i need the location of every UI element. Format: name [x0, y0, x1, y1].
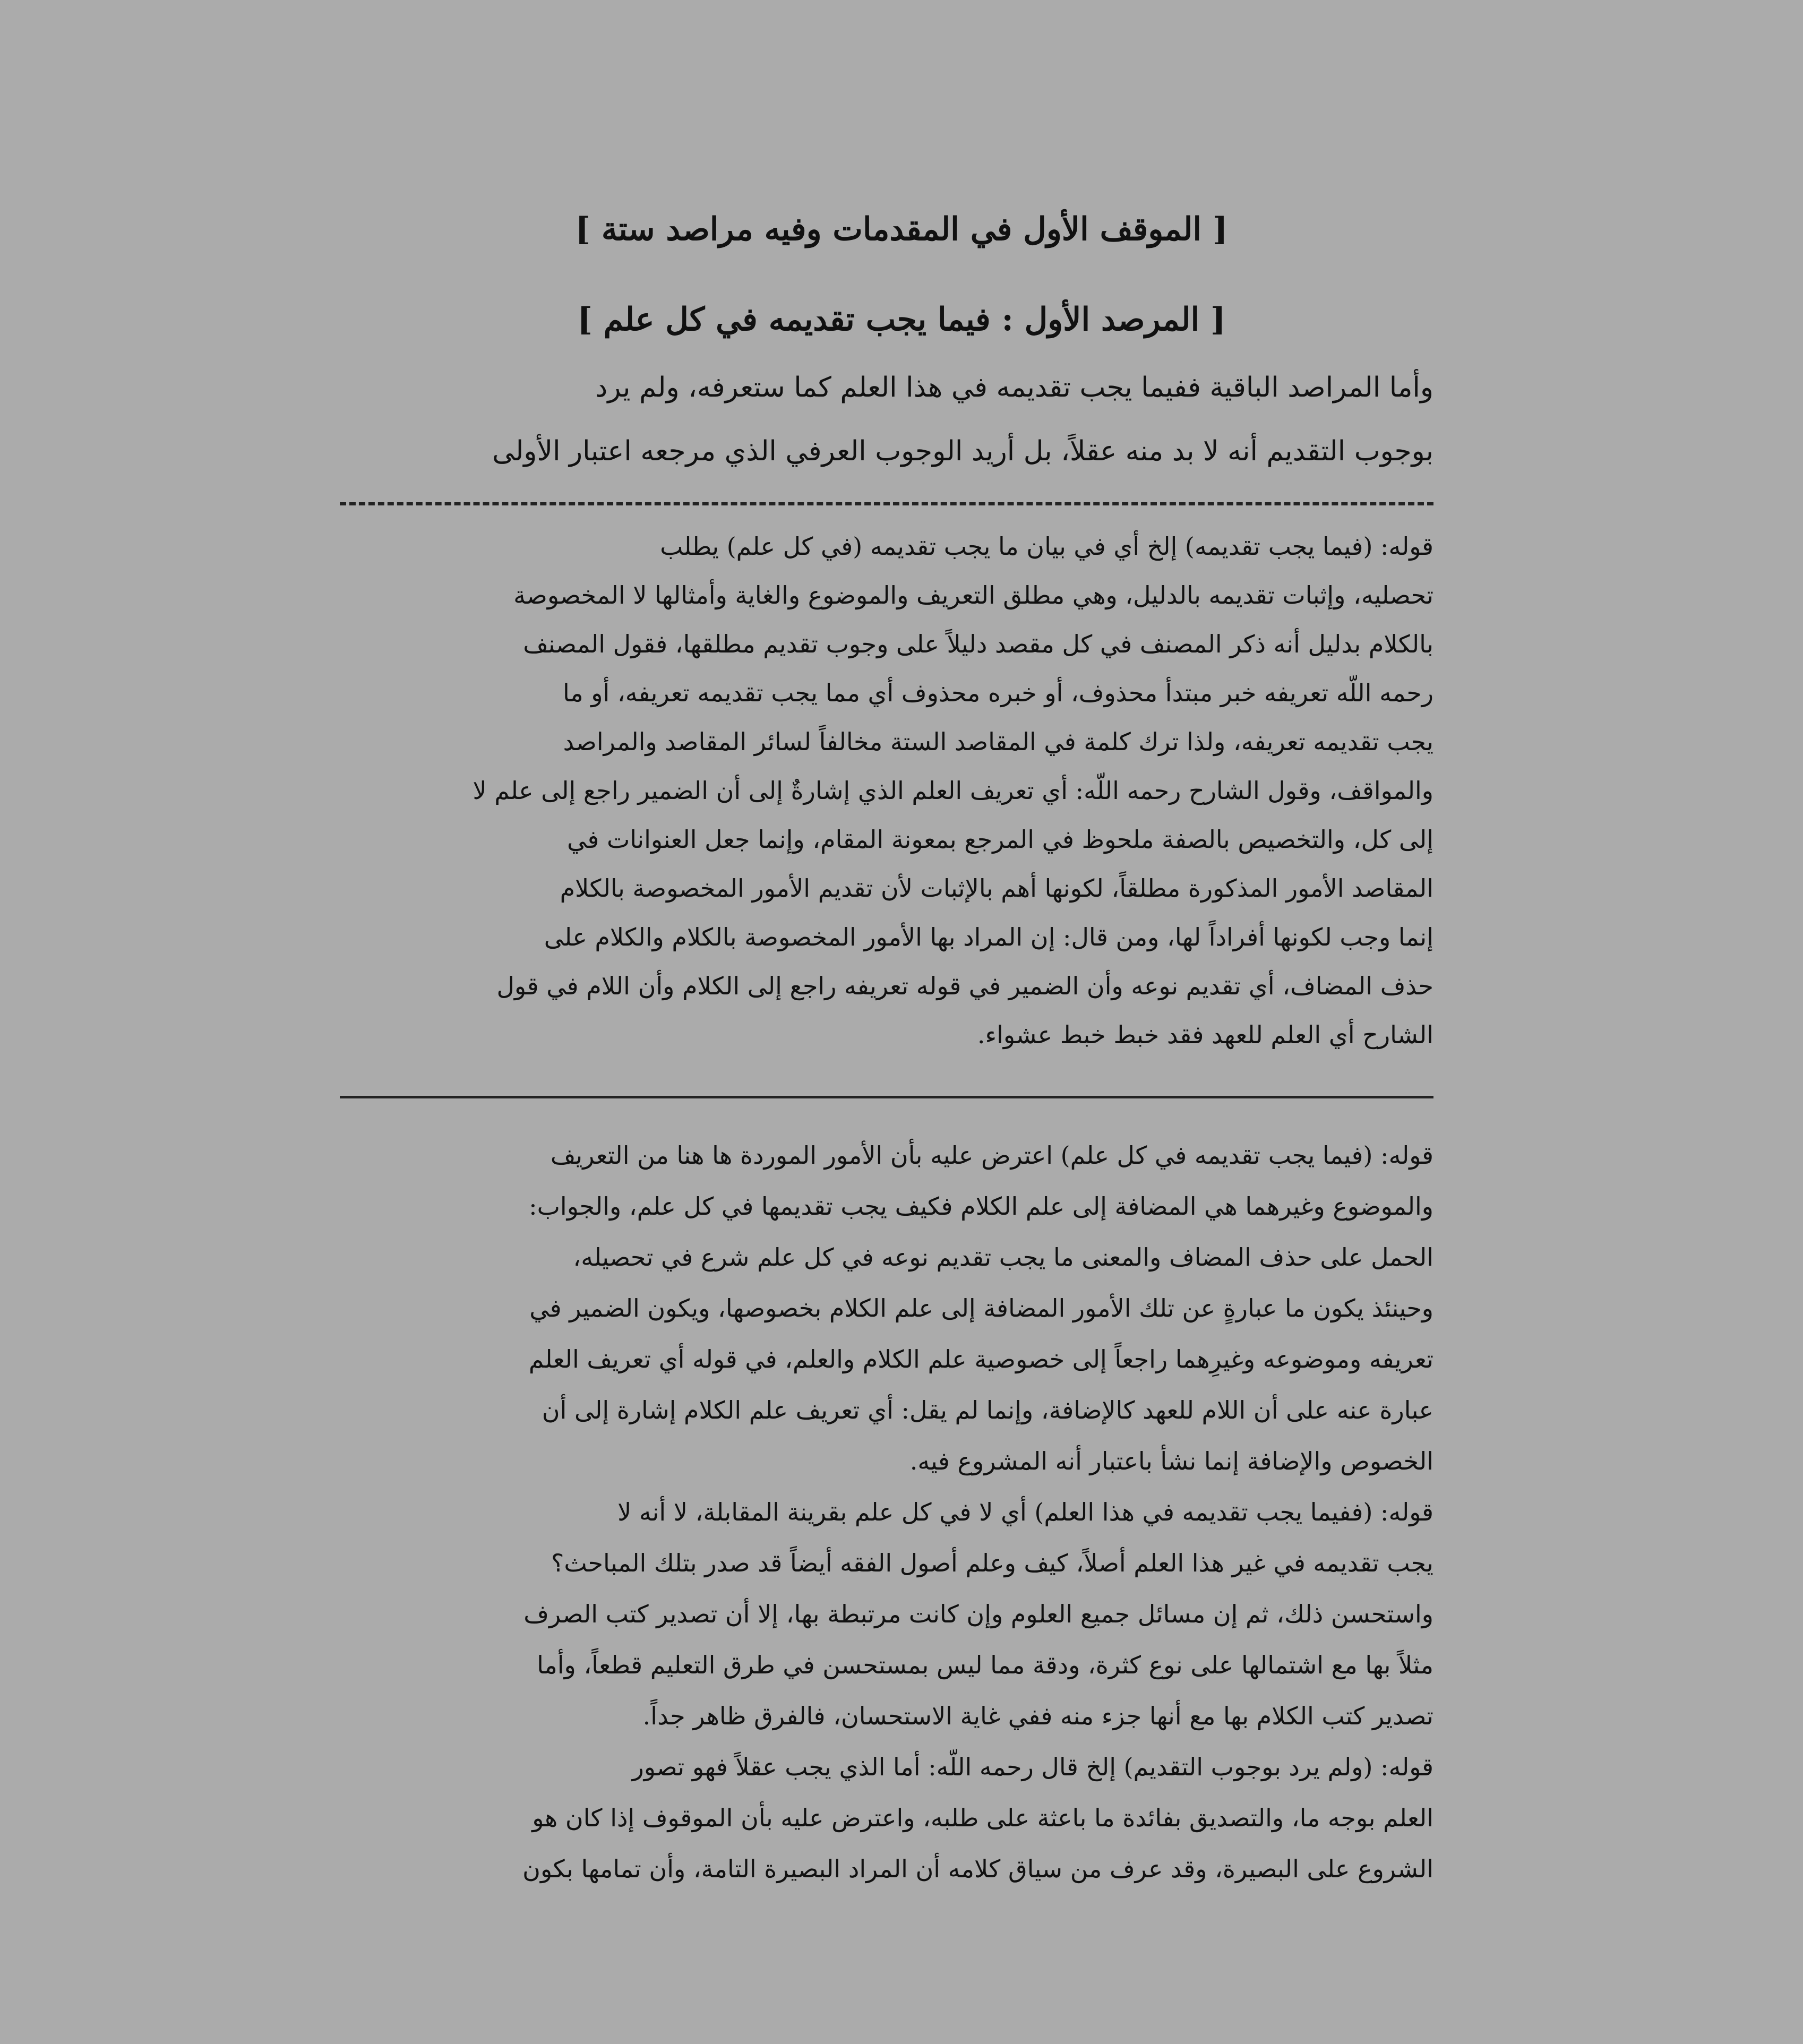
commentary-line: مثلاً بها مع اشتمالها على نوع كثرة، ودقة مما ليس بمستحسن في طرق التعليم قطعاً، وأما — [537, 1651, 1433, 1679]
commentary-line: إنما وجب لكونها أفراداً لها، ومن قال: إن المراد بها الأمور المخصوصة بالكلام والكلام على — [544, 923, 1433, 951]
commentary-line: إلى كل، والتخصيص بالصفة ملحوظ في المرجع بمعونة المقام، وإنما جعل العنوانات في — [567, 825, 1433, 854]
commentary-line: يجب تقديمه تعريفه، ولذا ترك كلمة في المقاصد الستة مخالفاً لسائر المقاصد والمراصد — [563, 727, 1433, 756]
commentary-line: عبارة عنه على أن اللام للعهد كالإضافة، وإنما لم يقل: أي تعريف علم الكلام إشارة إلى أن — [542, 1396, 1433, 1424]
commentary-line: بالكلام بدليل أنه ذكر المصنف في كل مقصد دليلاً على وجوب تقديم مطلقها، فقول المصنف — [523, 630, 1433, 658]
main-text-line: بوجوب التقديم أنه لا بد منه عقلاً، بل أريد الوجوب العرفي الذي مرجعه اعتبار الأولى — [492, 435, 1433, 467]
solid-divider — [340, 1096, 1433, 1098]
main-text — [340, 356, 1433, 483]
commentary-line: والموضوع وغيرهما هي المضافة إلى علم الكلام فكيف يجب تقديمها في كل علم، والجواب: — [529, 1192, 1433, 1221]
section-title: [ الموقف الأول في المقدمات وفيه مراصد ستة ] — [575, 211, 1228, 248]
commentary-line: الشارح أي العلم للعهد فقد خبط خبط عشواء. — [977, 1020, 1433, 1049]
commentary-line: يجب تقديمه في غير هذا العلم أصلاً، كيف وعلم أصول الفقه أيضاً قد صدر بتلك المباحث؟ — [551, 1549, 1433, 1577]
commentary-line: قوله: (فيما يجب تقديمه) إلخ أي في بيان ما يجب تقديمه (في كل علم) يطلب — [660, 532, 1433, 561]
commentary-upper — [340, 522, 1433, 1059]
commentary-line: حذف المضاف، أي تقديم نوعه وأن الضمير في قوله تعريفه راجع إلى الكلام وأن اللام في قول — [496, 972, 1433, 1000]
commentary-line: تحصليه، وإثبات تقديمه بالدليل، وهي مطلق التعريف والموضوع والغاية وأمثالها لا المخصوصة — [513, 581, 1433, 609]
commentary-line: تصدير كتب الكلام بها مع أنها جزء منه ففي غاية الاستحسان، فالفرق ظاهر جداً. — [642, 1702, 1433, 1730]
main-text-line: وأما المراصد الباقية ففيما يجب تقديمه في هذا العلم كما ستعرفه، ولم يرد — [595, 372, 1433, 403]
chapter-title: [ المرصد الأول : فيما يجب تقديمه في كل علم ] — [577, 301, 1226, 338]
commentary-lower — [340, 1130, 1433, 1894]
commentary-line: وحينئذ يكون ما عبارةٍ عن تلك الأمور المضافة إلى علم الكلام بخصوصها، ويكون الضمير في — [529, 1294, 1433, 1322]
commentary-line: المقاصد الأمور المذكورة مطلقاً، لكونها أهم بالإثبات لأن تقديم الأمور المخصوصة بالكلام — [560, 874, 1433, 903]
commentary-line: قوله: (ففيما يجب تقديمه في هذا العلم) أي لا في كل علم بقرينة المقابلة، لا أنه لا — [617, 1498, 1433, 1526]
dashed-divider — [340, 502, 1433, 505]
commentary-line: الخصوص والإضافة إنما نشأ باعتبار أنه المشروع فيه. — [909, 1447, 1433, 1475]
commentary-line: العلم بوجه ما، والتصديق بفائدة ما باعثة على طلبه، واعترض عليه بأن الموقوف إذا كان هو — [532, 1803, 1433, 1832]
commentary-line: قوله: (فيما يجب تقديمه في كل علم) اعترض عليه بأن الأمور الموردة ها هنا من التعريف — [550, 1141, 1433, 1170]
commentary-line: واستحسن ذلك، ثم إن مسائل جميع العلوم وإن كانت مرتبطة بها، إلا أن تصدير كتب الصرف — [523, 1600, 1433, 1628]
commentary-line: الحمل على حذف المضاف والمعنى ما يجب تقديم نوعه في كل علم شرع في تحصيله، — [573, 1243, 1433, 1272]
commentary-line: الشروع على البصيرة، وقد عرف من سياق كلامه أن المراد البصيرة التامة، وأن تمامها بكون — [522, 1854, 1433, 1883]
commentary-line: تعريفه وموضوعه وغيرِهما راجعاً إلى خصوصية علم الكلام والعلم، في قوله أي تعريف العلم — [528, 1345, 1433, 1373]
commentary-line: والمواقف، وقول الشارح رحمه اللّه: أي تعريف العلم الذي إشارةٌ إلى أن الضمير راجع إلى علم لا — [473, 776, 1433, 805]
commentary-line: رحمه اللّه تعريفه خبر مبتدأ محذوف، أو خبره محذوف أي مما يجب تقديمه تعريفه، أو ما — [562, 679, 1433, 707]
commentary-line: قوله: (ولم يرد بوجوب التقديم) إلخ قال رحمه اللّه: أما الذي يجب عقلاً فهو تصور — [632, 1753, 1433, 1781]
